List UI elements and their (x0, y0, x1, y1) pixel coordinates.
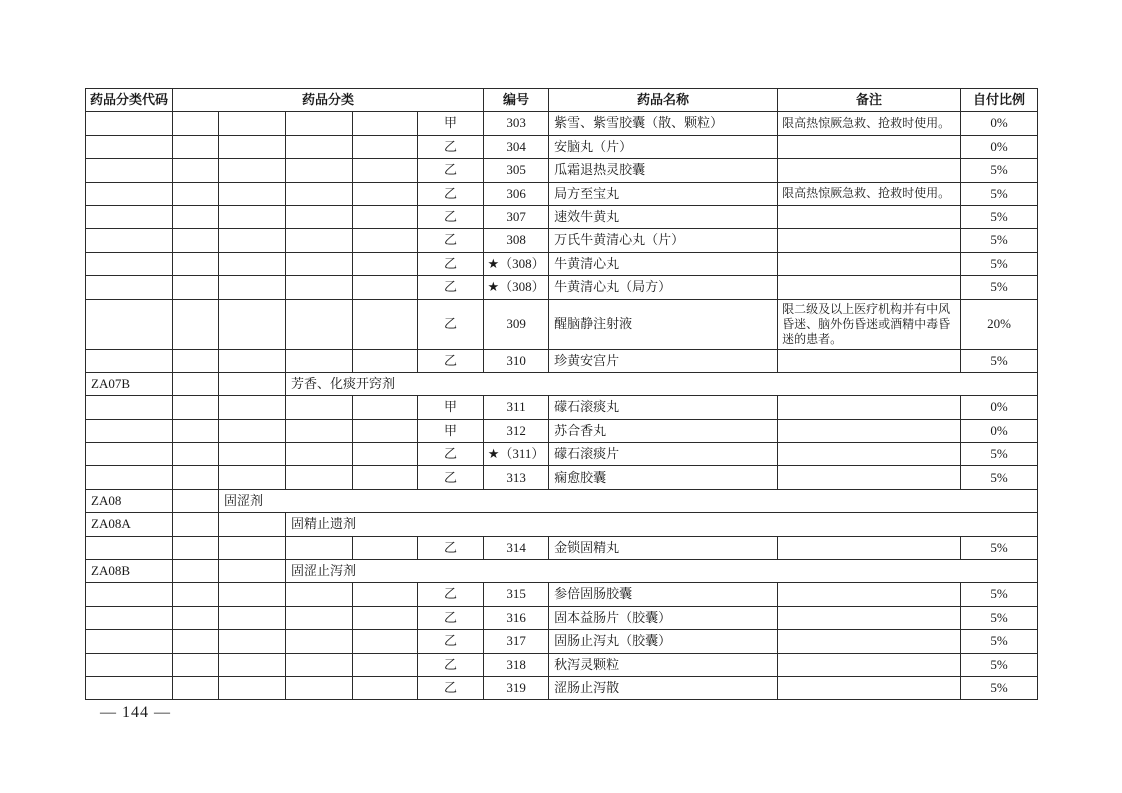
drug-name: 瓜霜退热灵胶囊 (549, 159, 778, 182)
drug-class: 甲 (418, 396, 484, 419)
empty-cell (353, 182, 418, 205)
drug-class: 乙 (418, 135, 484, 158)
empty-cell (173, 653, 219, 676)
header-number: 编号 (484, 89, 549, 112)
drug-number: 315 (484, 583, 549, 606)
drug-class: 乙 (418, 676, 484, 699)
drug-row (86, 443, 1038, 466)
section-code: ZA08A (86, 513, 173, 536)
self-pay-ratio: 0% (961, 135, 1038, 158)
drug-remark: 限高热惊厥急救、抢救时使用。 (778, 112, 961, 135)
section-row (86, 489, 1038, 512)
empty-cell (173, 349, 219, 372)
empty-cell (219, 135, 286, 158)
self-pay-ratio: 5% (961, 229, 1038, 252)
drug-name: 固本益肠片（胶囊） (549, 606, 778, 629)
empty-cell (86, 252, 173, 275)
empty-cell (286, 276, 353, 299)
empty-cell (353, 676, 418, 699)
empty-cell (353, 276, 418, 299)
empty-cell (173, 112, 219, 135)
drug-remark (778, 276, 961, 299)
empty-cell (353, 583, 418, 606)
drug-name: 万氏牛黄清心丸（片） (549, 229, 778, 252)
self-pay-ratio: 5% (961, 583, 1038, 606)
empty-cell (86, 276, 173, 299)
empty-cell (86, 159, 173, 182)
drug-class: 乙 (418, 252, 484, 275)
drug-name: 礞石滚痰丸 (549, 396, 778, 419)
drug-row (86, 606, 1038, 629)
drug-number: ★（308） (484, 276, 549, 299)
self-pay-ratio: 5% (961, 205, 1038, 228)
page-number: — 144 — (100, 704, 171, 721)
section-label: 固精止遗剂 (286, 513, 1038, 536)
empty-cell (353, 299, 418, 349)
empty-cell (353, 653, 418, 676)
self-pay-ratio: 5% (961, 443, 1038, 466)
empty-cell (173, 466, 219, 489)
drug-class: 乙 (418, 159, 484, 182)
empty-cell (86, 182, 173, 205)
drug-class: 乙 (418, 205, 484, 228)
empty-cell (86, 676, 173, 699)
drug-number: 309 (484, 299, 549, 349)
drug-row (86, 536, 1038, 559)
drug-remark: 限高热惊厥急救、抢救时使用。 (778, 182, 961, 205)
drug-remark (778, 396, 961, 419)
empty-cell (353, 466, 418, 489)
empty-cell (173, 372, 219, 395)
drug-number: 311 (484, 396, 549, 419)
empty-cell (173, 299, 219, 349)
drug-class: 甲 (418, 112, 484, 135)
drug-number: 308 (484, 229, 549, 252)
self-pay-ratio: 5% (961, 276, 1038, 299)
empty-cell (286, 396, 353, 419)
empty-cell (219, 182, 286, 205)
empty-cell (173, 419, 219, 442)
self-pay-ratio: 20% (961, 299, 1038, 349)
empty-cell (353, 536, 418, 559)
drug-row (86, 676, 1038, 699)
empty-cell (286, 676, 353, 699)
empty-cell (219, 443, 286, 466)
drug-class: 乙 (418, 606, 484, 629)
empty-cell (219, 349, 286, 372)
self-pay-ratio: 5% (961, 159, 1038, 182)
drug-name: 醒脑静注射液 (549, 299, 778, 349)
drug-name: 涩肠止泻散 (549, 676, 778, 699)
drug-number: 303 (484, 112, 549, 135)
drug-row (86, 299, 1038, 349)
empty-cell (353, 419, 418, 442)
empty-cell (173, 513, 219, 536)
empty-cell (219, 653, 286, 676)
empty-cell (173, 205, 219, 228)
empty-cell (219, 676, 286, 699)
empty-cell (173, 159, 219, 182)
drug-row (86, 112, 1038, 135)
drug-name: 苏合香丸 (549, 419, 778, 442)
drug-number: 312 (484, 419, 549, 442)
empty-cell (219, 513, 286, 536)
drug-number: 317 (484, 630, 549, 653)
drug-name: 牛黄清心丸 (549, 252, 778, 275)
section-label: 固涩剂 (219, 489, 1038, 512)
empty-cell (173, 182, 219, 205)
header-remark: 备注 (778, 89, 961, 112)
empty-cell (86, 443, 173, 466)
drug-name: 紫雪、紫雪胶囊（散、颗粒） (549, 112, 778, 135)
empty-cell (286, 606, 353, 629)
drug-number: 307 (484, 205, 549, 228)
drug-class: 乙 (418, 536, 484, 559)
drug-remark (778, 159, 961, 182)
empty-cell (353, 630, 418, 653)
empty-cell (86, 396, 173, 419)
empty-cell (86, 112, 173, 135)
empty-cell (173, 583, 219, 606)
drug-row (86, 419, 1038, 442)
empty-cell (219, 419, 286, 442)
drug-name: 秋泻灵颗粒 (549, 653, 778, 676)
empty-cell (173, 252, 219, 275)
drug-name: 金锁固精丸 (549, 536, 778, 559)
drug-name: 牛黄清心丸（局方） (549, 276, 778, 299)
drug-row (86, 159, 1038, 182)
empty-cell (353, 229, 418, 252)
self-pay-ratio: 5% (961, 252, 1038, 275)
empty-cell (86, 135, 173, 158)
drug-remark (778, 229, 961, 252)
drug-remark (778, 536, 961, 559)
empty-cell (286, 583, 353, 606)
drug-class: 乙 (418, 583, 484, 606)
empty-cell (173, 229, 219, 252)
drug-number: 319 (484, 676, 549, 699)
empty-cell (286, 536, 353, 559)
empty-cell (86, 536, 173, 559)
drug-class: 乙 (418, 276, 484, 299)
drug-name: 参倍固肠胶囊 (549, 583, 778, 606)
empty-cell (353, 606, 418, 629)
drug-row (86, 182, 1038, 205)
empty-cell (219, 112, 286, 135)
drug-row (86, 276, 1038, 299)
empty-cell (86, 205, 173, 228)
header-drug-name: 药品名称 (549, 89, 778, 112)
empty-cell (86, 419, 173, 442)
empty-cell (286, 349, 353, 372)
drug-number: 313 (484, 466, 549, 489)
empty-cell (173, 606, 219, 629)
header-row (86, 89, 1038, 112)
empty-cell (286, 182, 353, 205)
drug-number: 316 (484, 606, 549, 629)
empty-cell (173, 560, 219, 583)
empty-cell (286, 653, 353, 676)
drug-remark (778, 252, 961, 275)
empty-cell (286, 443, 353, 466)
empty-cell (219, 252, 286, 275)
self-pay-ratio: 0% (961, 112, 1038, 135)
self-pay-ratio: 5% (961, 676, 1038, 699)
drug-name: 礞石滚痰片 (549, 443, 778, 466)
empty-cell (353, 443, 418, 466)
drug-row (86, 252, 1038, 275)
empty-cell (353, 205, 418, 228)
drug-row (86, 135, 1038, 158)
empty-cell (353, 135, 418, 158)
section-code: ZA07B (86, 372, 173, 395)
empty-cell (219, 583, 286, 606)
drug-number: 318 (484, 653, 549, 676)
drug-row (86, 229, 1038, 252)
drug-number: 304 (484, 135, 549, 158)
empty-cell (173, 489, 219, 512)
self-pay-ratio: 0% (961, 419, 1038, 442)
empty-cell (219, 630, 286, 653)
empty-cell (353, 396, 418, 419)
drug-class: 乙 (418, 299, 484, 349)
empty-cell (219, 299, 286, 349)
empty-cell (86, 653, 173, 676)
empty-cell (86, 583, 173, 606)
section-row (86, 560, 1038, 583)
empty-cell (86, 466, 173, 489)
empty-cell (86, 349, 173, 372)
empty-cell (353, 112, 418, 135)
empty-cell (286, 630, 353, 653)
empty-cell (173, 396, 219, 419)
self-pay-ratio: 5% (961, 653, 1038, 676)
empty-cell (286, 159, 353, 182)
self-pay-ratio: 5% (961, 536, 1038, 559)
empty-cell (86, 299, 173, 349)
self-pay-ratio: 5% (961, 606, 1038, 629)
empty-cell (286, 135, 353, 158)
empty-cell (86, 229, 173, 252)
header-classification: 药品分类 (173, 89, 484, 112)
section-row (86, 372, 1038, 395)
empty-cell (286, 299, 353, 349)
drug-row (86, 630, 1038, 653)
section-row (86, 513, 1038, 536)
drug-class: 乙 (418, 466, 484, 489)
drug-number: 310 (484, 349, 549, 372)
drug-class: 乙 (418, 182, 484, 205)
section-code: ZA08B (86, 560, 173, 583)
empty-cell (173, 676, 219, 699)
drug-name: 固肠止泻丸（胶囊） (549, 630, 778, 653)
drug-row (86, 205, 1038, 228)
empty-cell (219, 560, 286, 583)
drug-class: 乙 (418, 229, 484, 252)
drug-row (86, 349, 1038, 372)
empty-cell (286, 229, 353, 252)
empty-cell (286, 466, 353, 489)
drug-class: 甲 (418, 419, 484, 442)
empty-cell (173, 276, 219, 299)
drug-name: 局方至宝丸 (549, 182, 778, 205)
drug-catalog-table (85, 88, 1038, 700)
table-header (86, 89, 1038, 112)
drug-remark (778, 349, 961, 372)
drug-number: 306 (484, 182, 549, 205)
empty-cell (286, 252, 353, 275)
drug-remark (778, 583, 961, 606)
empty-cell (219, 536, 286, 559)
drug-row (86, 653, 1038, 676)
self-pay-ratio: 5% (961, 349, 1038, 372)
empty-cell (173, 536, 219, 559)
empty-cell (219, 276, 286, 299)
drug-class: 乙 (418, 630, 484, 653)
empty-cell (286, 419, 353, 442)
empty-cell (173, 443, 219, 466)
drug-row (86, 396, 1038, 419)
drug-remark (778, 443, 961, 466)
drug-remark (778, 676, 961, 699)
drug-name: 痫愈胶囊 (549, 466, 778, 489)
drug-remark: 限二级及以上医疗机构并有中风昏迷、脑外伤昏迷或酒精中毒昏迷的患者。 (778, 299, 961, 349)
header-code: 药品分类代码 (86, 89, 173, 112)
drug-class: 乙 (418, 653, 484, 676)
drug-row (86, 583, 1038, 606)
section-code: ZA08 (86, 489, 173, 512)
section-label: 固涩止泻剂 (286, 560, 1038, 583)
drug-number: 314 (484, 536, 549, 559)
section-label: 芳香、化痰开窍剂 (286, 372, 1038, 395)
drug-remark (778, 606, 961, 629)
header-self-pay-ratio: 自付比例 (961, 89, 1038, 112)
drug-class: 乙 (418, 443, 484, 466)
empty-cell (353, 349, 418, 372)
drug-table-body (86, 112, 1038, 700)
drug-remark (778, 653, 961, 676)
drug-number: 305 (484, 159, 549, 182)
empty-cell (219, 205, 286, 228)
drug-number: ★（308） (484, 252, 549, 275)
drug-name: 速效牛黄丸 (549, 205, 778, 228)
empty-cell (219, 466, 286, 489)
empty-cell (219, 229, 286, 252)
drug-name: 安脑丸（片） (549, 135, 778, 158)
drug-remark (778, 419, 961, 442)
drug-class: 乙 (418, 349, 484, 372)
empty-cell (286, 112, 353, 135)
empty-cell (219, 159, 286, 182)
empty-cell (86, 630, 173, 653)
self-pay-ratio: 5% (961, 182, 1038, 205)
self-pay-ratio: 0% (961, 396, 1038, 419)
empty-cell (219, 372, 286, 395)
self-pay-ratio: 5% (961, 466, 1038, 489)
drug-remark (778, 135, 961, 158)
drug-name: 珍黄安宫片 (549, 349, 778, 372)
drug-remark (778, 630, 961, 653)
empty-cell (353, 252, 418, 275)
empty-cell (219, 606, 286, 629)
drug-number: ★（311） (484, 443, 549, 466)
drug-remark (778, 466, 961, 489)
empty-cell (286, 205, 353, 228)
drug-row (86, 466, 1038, 489)
drug-remark (778, 205, 961, 228)
empty-cell (173, 630, 219, 653)
empty-cell (86, 606, 173, 629)
empty-cell (173, 135, 219, 158)
empty-cell (353, 159, 418, 182)
empty-cell (219, 396, 286, 419)
self-pay-ratio: 5% (961, 630, 1038, 653)
